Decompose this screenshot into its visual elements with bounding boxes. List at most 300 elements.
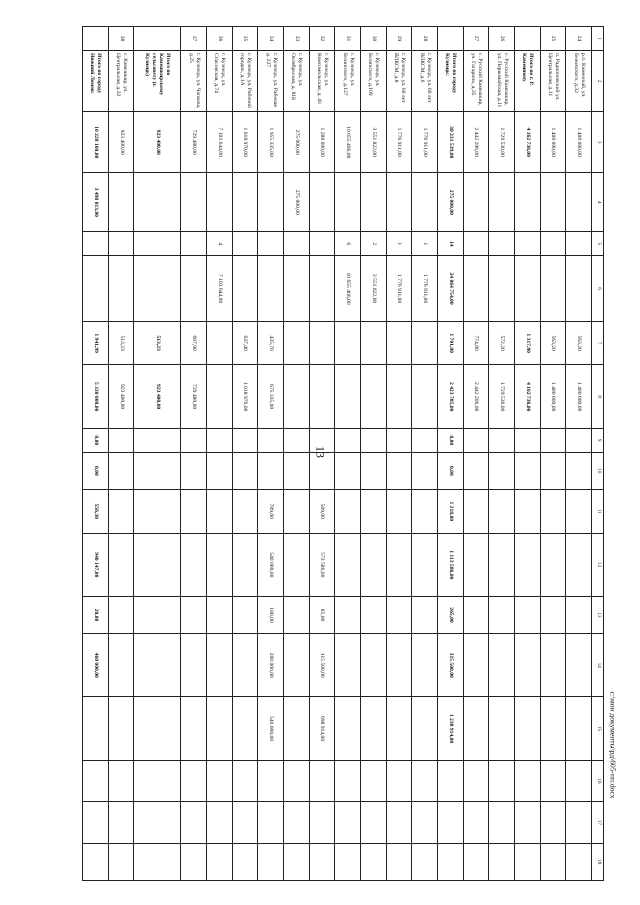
value-cell: 10 655 466,00 <box>335 112 361 173</box>
value-cell: 10 655 466,00 <box>335 256 361 322</box>
table-row <box>108 27 134 881</box>
row-number-cell: 36 <box>206 27 232 51</box>
value-cell <box>283 634 309 697</box>
value-cell: 2 423 785,00 <box>437 365 463 428</box>
value-cell <box>309 321 335 365</box>
value-cell: 940 147,00 <box>83 533 109 596</box>
value-cell: 1 729 530,00 <box>489 112 515 173</box>
value-cell <box>463 428 489 452</box>
value-cell <box>206 365 232 428</box>
value-cell <box>566 760 592 801</box>
header-cell: 17 <box>592 802 604 843</box>
row-number-cell: 25 <box>540 27 566 51</box>
value-cell <box>489 533 515 596</box>
value-cell <box>232 697 258 760</box>
value-cell <box>108 760 134 801</box>
value-cell <box>181 843 207 880</box>
value-cell <box>232 760 258 801</box>
value-cell <box>108 232 134 256</box>
value-cell <box>463 634 489 697</box>
value-cell <box>283 697 309 760</box>
address-cell: Итого по городу Нижний Ломов: <box>83 51 109 112</box>
rotated-table-wrapper <box>82 26 604 881</box>
value-cell <box>335 321 361 365</box>
value-cell <box>309 173 335 232</box>
value-cell <box>386 697 412 760</box>
value-cell <box>540 489 566 533</box>
value-cell: 1 729 530,00 <box>489 365 515 428</box>
value-cell <box>437 760 463 801</box>
value-cell <box>232 533 258 596</box>
value-cell <box>83 232 109 256</box>
value-cell <box>108 452 134 489</box>
value-cell <box>386 634 412 697</box>
value-cell: 675 335,00 <box>258 365 284 428</box>
row-number-cell <box>83 27 109 51</box>
value-cell: 1 113 586,00 <box>437 533 463 596</box>
value-cell <box>386 428 412 452</box>
value-cell: 4 <box>206 232 232 256</box>
value-cell <box>489 843 515 880</box>
value-cell: 1 317,00 <box>514 321 540 365</box>
value-cell <box>283 489 309 533</box>
table-row <box>463 27 489 881</box>
value-cell: 1 238 914,00 <box>437 697 463 760</box>
value-cell <box>108 173 134 232</box>
table-row-total <box>514 27 540 881</box>
value-cell <box>335 489 361 533</box>
address-cell: г. Кузнецк, ул. Октябрьская, д. 81Б <box>283 51 309 112</box>
header-cell: 4 <box>592 173 604 232</box>
value-cell <box>232 843 258 880</box>
value-cell <box>463 843 489 880</box>
value-cell <box>386 173 412 232</box>
table-row-total <box>134 27 181 881</box>
value-cell <box>514 802 540 843</box>
value-cell <box>108 634 134 697</box>
value-cell <box>412 533 438 596</box>
value-cell: 1 018 970,00 <box>232 365 258 428</box>
value-cell: 729 480,00 <box>181 112 207 173</box>
row-number-cell: 26 <box>489 27 515 51</box>
value-cell <box>463 173 489 232</box>
row-number-cell <box>514 27 540 51</box>
value-cell <box>335 533 361 596</box>
value-cell: 540 000,00 <box>258 697 284 760</box>
address-cell: с. Русский Камешкир, ул. Гагарина, д.35 <box>463 51 489 112</box>
value-cell: 115 500,00 <box>309 634 335 697</box>
value-cell <box>489 256 515 322</box>
value-cell <box>232 802 258 843</box>
value-cell <box>360 697 386 760</box>
value-cell <box>463 802 489 843</box>
value-cell <box>206 802 232 843</box>
data-table <box>82 26 604 881</box>
value-cell: 709,00 <box>258 489 284 533</box>
value-cell: 3 551 822,00 <box>360 112 386 173</box>
value-cell <box>463 489 489 533</box>
value-cell <box>134 843 181 880</box>
value-cell: 460 000,00 <box>83 634 109 697</box>
value-cell: 572,20 <box>489 321 515 365</box>
value-cell <box>283 321 309 365</box>
value-cell <box>232 596 258 633</box>
value-cell <box>386 802 412 843</box>
address-cell: г. Кузнецк, ул. Чапаева, д.25 <box>181 51 207 112</box>
header-number-row <box>592 27 604 881</box>
value-cell: 540 000,00 <box>258 533 284 596</box>
row-number-cell: 29 <box>386 27 412 51</box>
address-cell: Итого по г. Р. Каменному <box>514 51 540 112</box>
value-cell <box>108 428 134 452</box>
value-cell <box>283 843 309 880</box>
value-cell <box>181 232 207 256</box>
value-cell <box>181 489 207 533</box>
value-cell: 0,00 <box>83 428 109 452</box>
value-cell <box>134 256 181 322</box>
value-cell <box>360 596 386 633</box>
value-cell <box>412 802 438 843</box>
header-cell: 2 <box>592 51 604 112</box>
page-number: 13 <box>313 446 328 458</box>
table-row <box>386 27 412 881</box>
table-row <box>489 27 515 881</box>
value-cell <box>206 533 232 596</box>
value-cell: 774,80 <box>463 321 489 365</box>
value-cell <box>540 843 566 880</box>
row-number-cell: 35 <box>232 27 258 51</box>
value-cell <box>258 232 284 256</box>
value-cell <box>181 533 207 596</box>
value-cell <box>108 489 134 533</box>
value-cell <box>360 760 386 801</box>
table-row <box>206 27 232 881</box>
row-number-cell: 32 <box>309 27 335 51</box>
value-cell <box>335 452 361 489</box>
value-cell: 7 103 644,00 <box>206 112 232 173</box>
header-cell: 9 <box>592 428 604 452</box>
table-row <box>412 27 438 881</box>
value-cell <box>540 232 566 256</box>
table-row-total <box>83 27 109 881</box>
value-cell <box>309 843 335 880</box>
value-cell: 275 000,00 <box>283 112 309 173</box>
value-cell: 2 <box>360 232 386 256</box>
value-cell <box>360 173 386 232</box>
value-cell <box>566 843 592 880</box>
value-cell <box>489 634 515 697</box>
address-cell: г. Кузнецк, ул. Комсомольская, д. 43 <box>309 51 335 112</box>
value-cell <box>108 533 134 596</box>
value-cell <box>181 697 207 760</box>
value-cell <box>360 843 386 880</box>
value-cell: 1 776 911,00 <box>412 256 438 322</box>
value-cell <box>258 256 284 322</box>
value-cell <box>566 173 592 232</box>
value-cell: 6 <box>335 232 361 256</box>
value-cell: 563,20 <box>566 321 592 365</box>
value-cell: 923 400,00 <box>108 112 134 173</box>
value-cell <box>514 596 540 633</box>
value-cell <box>335 843 361 880</box>
value-cell <box>514 489 540 533</box>
address-cell: г. Кузнецк, ул. Рабочий городок, д.1А <box>232 51 258 112</box>
value-cell: 265,00 <box>437 596 463 633</box>
value-cell <box>360 533 386 596</box>
value-cell <box>360 321 386 365</box>
value-cell <box>386 760 412 801</box>
value-cell <box>412 760 438 801</box>
value-cell <box>134 489 181 533</box>
value-cell <box>134 452 181 489</box>
value-cell <box>283 760 309 801</box>
value-cell: 0,00 <box>437 428 463 452</box>
value-cell <box>386 489 412 533</box>
value-cell: 1 400 000,00 <box>540 112 566 173</box>
value-cell <box>206 634 232 697</box>
value-cell: 1 776 911,00 <box>386 256 412 322</box>
value-cell <box>181 452 207 489</box>
address-cell: р.п. Каменный, ул. Бежевского, д.32 <box>566 51 592 112</box>
row-number-cell: 31 <box>335 27 361 51</box>
header-cell: 6 <box>592 256 604 322</box>
value-cell: 24 864 754,00 <box>437 256 463 322</box>
address-cell: п. Радионовский ул. Центральная, д.11 <box>540 51 566 112</box>
value-cell <box>232 173 258 232</box>
value-cell <box>412 428 438 452</box>
value-cell <box>134 596 181 633</box>
value-cell: 923 400,00 <box>134 112 181 173</box>
value-cell <box>309 365 335 428</box>
value-cell <box>83 697 109 760</box>
header-cell: 14 <box>592 634 604 697</box>
value-cell <box>489 428 515 452</box>
value-cell <box>540 452 566 489</box>
value-cell <box>540 634 566 697</box>
value-cell <box>181 256 207 322</box>
value-cell <box>489 232 515 256</box>
value-cell: 923 400,00 <box>134 365 181 428</box>
row-number-cell: 24 <box>566 27 592 51</box>
value-cell <box>463 596 489 633</box>
value-cell: 1 400 000,00 <box>540 365 566 428</box>
value-cell <box>489 596 515 633</box>
value-cell <box>134 634 181 697</box>
value-cell: 4 162 736,00 <box>514 112 540 173</box>
value-cell: 5 330 000,00 <box>83 365 109 428</box>
value-cell <box>181 634 207 697</box>
value-cell <box>283 256 309 322</box>
value-cell <box>489 452 515 489</box>
value-cell <box>566 428 592 452</box>
table-row <box>181 27 207 881</box>
value-cell: 315 500,00 <box>437 634 463 697</box>
value-cell <box>309 428 335 452</box>
value-cell <box>258 428 284 452</box>
header-cell: 7 <box>592 321 604 365</box>
value-cell <box>360 428 386 452</box>
value-cell <box>134 697 181 760</box>
value-cell <box>386 365 412 428</box>
header-cell: 8 <box>592 365 604 428</box>
value-cell <box>566 489 592 533</box>
value-cell <box>463 533 489 596</box>
value-cell: 1 288 000,00 <box>309 112 335 173</box>
address-cell: Итого по Камешкирскому сельсовету (г. Кузнецк) <box>134 51 181 112</box>
value-cell: 1 400 000,00 <box>566 112 592 173</box>
value-cell <box>232 256 258 322</box>
header-cell: 5 <box>592 232 604 256</box>
value-cell <box>566 256 592 322</box>
value-cell <box>108 256 134 322</box>
value-cell: 563,20 <box>540 321 566 365</box>
value-cell <box>258 173 284 232</box>
address-cell: г. Кузнецк, ул. Рабочая д. 227 <box>258 51 284 112</box>
value-cell <box>283 596 309 633</box>
value-cell <box>360 634 386 697</box>
value-cell <box>566 452 592 489</box>
value-cell: 4 162 736,00 <box>514 365 540 428</box>
row-number-cell <box>437 27 463 51</box>
value-cell: 1 776 911,00 <box>386 112 412 173</box>
value-cell <box>206 321 232 365</box>
address-cell: с. Русский Камешкир, ул. Первомайская, д.11 <box>489 51 515 112</box>
value-cell: 509,00 <box>309 489 335 533</box>
value-cell <box>489 760 515 801</box>
value-cell <box>489 489 515 533</box>
value-cell: 729 480,00 <box>181 365 207 428</box>
value-cell: 1 701,00 <box>437 321 463 365</box>
value-cell <box>412 634 438 697</box>
value-cell <box>258 802 284 843</box>
row-number-cell: 27 <box>463 27 489 51</box>
value-cell: 1 400 000,00 <box>566 365 592 428</box>
value-cell <box>540 697 566 760</box>
value-cell <box>514 634 540 697</box>
table-body <box>83 27 604 881</box>
value-cell <box>181 596 207 633</box>
address-cell: с. Камешкир, ул. Центральная, д.32 <box>108 51 134 112</box>
value-cell <box>309 760 335 801</box>
value-cell <box>83 843 109 880</box>
value-cell: 698 914,00 <box>309 697 335 760</box>
table-row <box>232 27 258 881</box>
value-cell <box>181 802 207 843</box>
value-cell <box>566 802 592 843</box>
value-cell: 1 776 911,00 <box>412 112 438 173</box>
value-cell <box>514 452 540 489</box>
value-cell: 30 231 539,00 <box>437 112 463 173</box>
value-cell <box>360 489 386 533</box>
value-cell <box>335 697 361 760</box>
value-cell <box>283 802 309 843</box>
value-cell <box>540 596 566 633</box>
value-cell: 3 551 822,00 <box>360 256 386 322</box>
value-cell <box>335 634 361 697</box>
value-cell: 923 400,00 <box>108 365 134 428</box>
value-cell <box>83 802 109 843</box>
value-cell <box>514 232 540 256</box>
address-cell: г. Кузнецк, ул. Спасовская, д.74 <box>206 51 232 112</box>
header-cell: 12 <box>592 533 604 596</box>
value-cell: 275 000,00 <box>283 173 309 232</box>
value-cell <box>386 533 412 596</box>
value-cell: 200 000,00 <box>258 634 284 697</box>
value-cell: 2 442 206,00 <box>463 365 489 428</box>
header-cell: 18 <box>592 843 604 880</box>
header-cell: 15 <box>592 697 604 760</box>
value-cell: 513,23 <box>108 321 134 365</box>
value-cell <box>514 173 540 232</box>
value-cell: 85,00 <box>309 596 335 633</box>
value-cell: 180,00 <box>258 596 284 633</box>
value-cell: 7 103 644,00 <box>206 256 232 322</box>
value-cell <box>206 452 232 489</box>
value-cell <box>360 452 386 489</box>
value-cell <box>412 697 438 760</box>
address-cell: г. Кузнецк, ул. 60 лет ВЛКСМ, д.6 <box>412 51 438 112</box>
value-cell <box>283 533 309 596</box>
value-cell: 10 228 160,00 <box>83 112 109 173</box>
value-cell <box>232 452 258 489</box>
value-cell <box>386 596 412 633</box>
value-cell <box>206 697 232 760</box>
value-cell <box>134 760 181 801</box>
value-cell: 1 <box>386 232 412 256</box>
value-cell <box>83 256 109 322</box>
value-cell <box>540 533 566 596</box>
address-cell: г. Кузнецк, ул. Белинского, д.109 <box>360 51 386 112</box>
row-number-cell: 38 <box>108 27 134 51</box>
value-cell <box>540 256 566 322</box>
value-cell <box>335 365 361 428</box>
value-cell <box>463 232 489 256</box>
value-cell: 3 498 013,00 <box>83 173 109 232</box>
value-cell <box>232 232 258 256</box>
value-cell <box>566 232 592 256</box>
value-cell <box>540 802 566 843</box>
value-cell <box>108 697 134 760</box>
value-cell: 513,23 <box>134 321 181 365</box>
value-cell <box>108 802 134 843</box>
value-cell: 573 586,00 <box>309 533 335 596</box>
value-cell <box>258 452 284 489</box>
value-cell <box>181 760 207 801</box>
header-cell: 11 <box>592 489 604 533</box>
value-cell <box>514 760 540 801</box>
header-cell: 13 <box>592 596 604 633</box>
value-cell <box>283 452 309 489</box>
value-cell: 607,90 <box>181 321 207 365</box>
value-cell <box>181 173 207 232</box>
value-cell <box>412 596 438 633</box>
value-cell <box>283 428 309 452</box>
value-cell <box>437 843 463 880</box>
value-cell <box>489 802 515 843</box>
value-cell <box>386 843 412 880</box>
header-cell: 3 <box>592 112 604 173</box>
value-cell <box>489 173 515 232</box>
value-cell <box>412 843 438 880</box>
value-cell: 14 <box>437 232 463 256</box>
value-cell: 1 218,00 <box>437 489 463 533</box>
value-cell <box>206 596 232 633</box>
value-cell <box>463 697 489 760</box>
table-row <box>335 27 361 881</box>
value-cell: 1 018 970,00 <box>232 112 258 173</box>
value-cell <box>134 533 181 596</box>
value-cell: 435,70 <box>258 321 284 365</box>
